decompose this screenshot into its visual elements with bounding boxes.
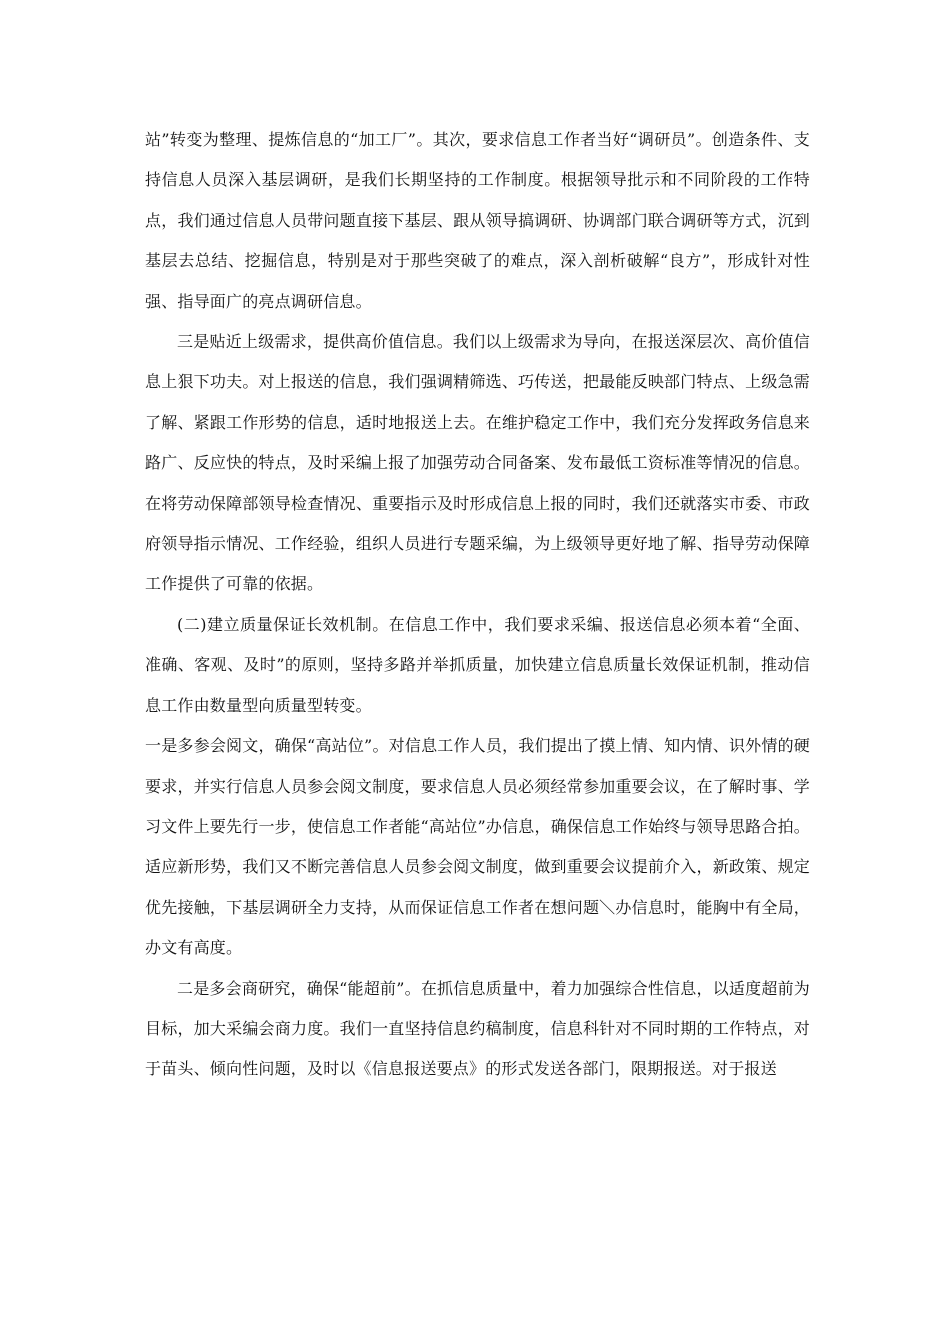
body-text bbox=[145, 120, 810, 1090]
paragraph-meetings-documents: 一是多参会阅文，确保“高站位”。对信息工作人员，我们提出了摸上情、知内情、识外情的硬要求，并实行信息人员参会阅文制度，要求信息人员必须经常参加重要会议，在了解时事、学习文件上要先行一步，使信息工作者能“高站位”办信息，确保信息工作始终与领导思路合拍。适应新形势，我们又不断完善信息人员参会阅文制度，做到重要会议提前介入，新政策、规定优先接触，下基层调研全力支持，从而保证信息工作者在想问题＼办信息时，能胸中有全局，办文有高度。 bbox=[145, 736, 810, 958]
paragraph-quality-mechanism: (二)建立质量保证长效机制。在信息工作中，我们要求采编、报送信息必须本着“全面、准确、客观、及时”的原则，坚持多路并举抓质量，加快建立信息质量长效保证机制，推动信息工作由数量型向质量型转变。 bbox=[145, 614, 810, 715]
paragraph-consultation-research: 二是多会商研究，确保“能超前”。在抓信息质量中，着力加强综合性信息，以适度超前为目标，加大采编会商力度。我们一直坚持信息约稿制度，信息科针对不同时期的工作特点，对于苗头、倾向性问题，及时以《信息报送要点》的形式发送各部门，限期报送。对于报送 bbox=[145, 978, 810, 1079]
paragraph-continuation: 站”转变为整理、提炼信息的“加工厂”。其次，要求信息工作者当好“调研员”。创造条件、支持信息人员深入基层调研，是我们长期坚持的工作制度。根据领导批示和不同阶段的工作特点，我们通过信息人员带问题直接下基层、跟从领导搞调研、协调部门联合调研等方式，沉到基层去总结、挖掘信息，特别是对于那些突破了的难点，深入剖析破解“良方”，形成针对性强、指导面广的亮点调研信息。 bbox=[145, 130, 810, 311]
paragraph-higher-level-needs: 三是贴近上级需求，提供高价值信息。我们以上级需求为导向，在报送深层次、高价值信息上狠下功夫。对上报送的信息，我们强调精筛选、巧传送，把最能反映部门特点、上级急需了解、紧跟工作形势的信息，适时地报送上去。在维护稳定工作中，我们充分发挥政务信息来路广、反应快的特点，及时采编上报了加强劳动合同备案、发布最低工资标准等情况的信息。在将劳动保障部领导检查情况、重要指示及时形成信息上报的同时，我们还就落实市委、市政府领导指示情况、工作经验，组织人员进行专题采编，为上级领导更好地了解、指导劳动保障工作提供了可靠的依据。 bbox=[145, 332, 810, 594]
